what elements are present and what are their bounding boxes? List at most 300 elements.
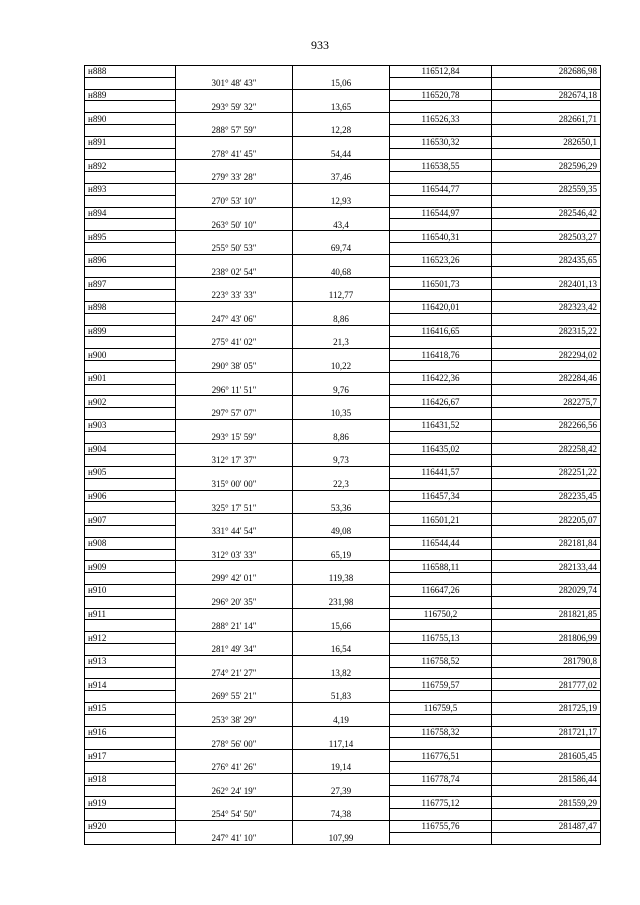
segment-distance: 10,22: [293, 360, 390, 372]
empty-cell: [390, 596, 492, 608]
y-coordinate: 281777,02: [492, 679, 601, 691]
x-coordinate: 116416,65: [390, 325, 492, 337]
empty-cell: [293, 821, 390, 833]
empty-cell: [293, 726, 390, 738]
empty-cell: [85, 219, 176, 231]
empty-cell: [293, 703, 390, 715]
segment-distance: 9,76: [293, 384, 390, 396]
point-name: н900: [85, 349, 176, 361]
empty-cell: [176, 821, 293, 833]
empty-cell: [85, 266, 176, 278]
empty-cell: [492, 290, 601, 302]
point-row: [85, 325, 601, 337]
empty-cell: [492, 266, 601, 278]
empty-cell: [492, 172, 601, 184]
empty-cell: [85, 195, 176, 207]
empty-cell: [390, 337, 492, 349]
segment-row: [85, 172, 601, 184]
point-row: [85, 750, 601, 762]
empty-cell: [85, 620, 176, 632]
empty-cell: [176, 797, 293, 809]
x-coordinate: 116530,32: [390, 136, 492, 148]
empty-cell: [293, 561, 390, 573]
x-coordinate: 116418,76: [390, 349, 492, 361]
segment-row: [85, 148, 601, 160]
y-coordinate: 282650,1: [492, 136, 601, 148]
empty-cell: [492, 809, 601, 821]
empty-cell: [85, 738, 176, 750]
segment-row: [85, 124, 601, 136]
y-coordinate: 282275,7: [492, 396, 601, 408]
segment-distance: 21,3: [293, 337, 390, 349]
point-name: н890: [85, 113, 176, 125]
point-row: [85, 655, 601, 667]
segment-row: [85, 667, 601, 679]
empty-cell: [492, 667, 601, 679]
coordinates-table: [84, 65, 601, 845]
empty-cell: [492, 549, 601, 561]
empty-cell: [293, 325, 390, 337]
empty-cell: [390, 478, 492, 490]
x-coordinate: 116526,33: [390, 113, 492, 125]
point-row: [85, 207, 601, 219]
point-name: н912: [85, 632, 176, 644]
direction-angle: 325° 17' 51": [176, 502, 293, 514]
empty-cell: [390, 549, 492, 561]
empty-cell: [492, 738, 601, 750]
direction-angle: 279° 33' 28": [176, 172, 293, 184]
point-name: н893: [85, 183, 176, 195]
point-row: [85, 396, 601, 408]
direction-angle: 223° 33' 33": [176, 290, 293, 302]
empty-cell: [492, 313, 601, 325]
direction-angle: 269° 55' 21": [176, 691, 293, 703]
empty-cell: [390, 290, 492, 302]
direction-angle: 293° 15' 59": [176, 431, 293, 443]
empty-cell: [85, 714, 176, 726]
point-row: [85, 797, 601, 809]
empty-cell: [176, 632, 293, 644]
point-name: н918: [85, 773, 176, 785]
segment-distance: 13,65: [293, 101, 390, 113]
point-name: н907: [85, 514, 176, 526]
empty-cell: [293, 585, 390, 597]
empty-cell: [176, 254, 293, 266]
empty-cell: [492, 785, 601, 797]
x-coordinate: 116750,2: [390, 608, 492, 620]
empty-cell: [176, 136, 293, 148]
direction-angle: 254° 54' 50": [176, 809, 293, 821]
direction-angle: 238° 02' 54": [176, 266, 293, 278]
empty-cell: [176, 325, 293, 337]
point-row: [85, 136, 601, 148]
point-row: [85, 537, 601, 549]
empty-cell: [176, 467, 293, 479]
direction-angle: 293° 59' 32": [176, 101, 293, 113]
segment-distance: 4,19: [293, 714, 390, 726]
empty-cell: [176, 608, 293, 620]
direction-angle: 312° 03' 33": [176, 549, 293, 561]
y-coordinate: 282029,74: [492, 585, 601, 597]
point-name: н920: [85, 821, 176, 833]
y-coordinate: 281605,45: [492, 750, 601, 762]
empty-cell: [85, 124, 176, 136]
segment-distance: 65,19: [293, 549, 390, 561]
empty-cell: [176, 349, 293, 361]
point-name: н894: [85, 207, 176, 219]
segment-distance: 9,73: [293, 455, 390, 467]
empty-cell: [293, 419, 390, 431]
x-coordinate: 116501,73: [390, 278, 492, 290]
point-row: [85, 467, 601, 479]
empty-cell: [293, 278, 390, 290]
y-coordinate: 282661,71: [492, 113, 601, 125]
direction-angle: 331° 44' 54": [176, 526, 293, 538]
segment-distance: 43,4: [293, 219, 390, 231]
y-coordinate: 282235,45: [492, 490, 601, 502]
empty-cell: [293, 490, 390, 502]
point-row: [85, 821, 601, 833]
empty-cell: [293, 797, 390, 809]
segment-row: [85, 431, 601, 443]
x-coordinate: 116755,13: [390, 632, 492, 644]
empty-cell: [176, 396, 293, 408]
y-coordinate: 281721,17: [492, 726, 601, 738]
empty-cell: [293, 89, 390, 101]
empty-cell: [176, 113, 293, 125]
point-row: [85, 419, 601, 431]
segment-distance: 112,77: [293, 290, 390, 302]
empty-cell: [85, 408, 176, 420]
direction-angle: 275° 41' 02": [176, 337, 293, 349]
empty-cell: [390, 832, 492, 844]
empty-cell: [85, 526, 176, 538]
segment-distance: 22,3: [293, 478, 390, 490]
point-row: [85, 585, 601, 597]
direction-angle: 281° 49' 34": [176, 644, 293, 656]
y-coordinate: 281806,99: [492, 632, 601, 644]
segment-row: [85, 644, 601, 656]
y-coordinate: 282686,98: [492, 66, 601, 78]
empty-cell: [492, 148, 601, 160]
x-coordinate: 116540,31: [390, 231, 492, 243]
empty-cell: [176, 443, 293, 455]
empty-cell: [390, 809, 492, 821]
y-coordinate: 282596,29: [492, 160, 601, 172]
point-name: н906: [85, 490, 176, 502]
segment-distance: 107,99: [293, 832, 390, 844]
empty-cell: [492, 455, 601, 467]
y-coordinate: 281790,8: [492, 655, 601, 667]
segment-row: [85, 832, 601, 844]
empty-cell: [293, 514, 390, 526]
direction-angle: 315° 00' 00": [176, 478, 293, 490]
segment-distance: 19,14: [293, 762, 390, 774]
segment-distance: 40,68: [293, 266, 390, 278]
empty-cell: [492, 502, 601, 514]
empty-cell: [390, 242, 492, 254]
empty-cell: [390, 620, 492, 632]
empty-cell: [390, 124, 492, 136]
segment-row: [85, 714, 601, 726]
point-row: [85, 66, 601, 78]
empty-cell: [492, 77, 601, 89]
point-row: [85, 89, 601, 101]
y-coordinate: 282284,46: [492, 372, 601, 384]
segment-row: [85, 596, 601, 608]
empty-cell: [176, 160, 293, 172]
y-coordinate: 282294,02: [492, 349, 601, 361]
y-coordinate: 281559,29: [492, 797, 601, 809]
empty-cell: [390, 384, 492, 396]
point-name: н914: [85, 679, 176, 691]
empty-cell: [492, 242, 601, 254]
x-coordinate: 116544,77: [390, 183, 492, 195]
y-coordinate: 282133,44: [492, 561, 601, 573]
x-coordinate: 116435,02: [390, 443, 492, 455]
x-coordinate: 116520,78: [390, 89, 492, 101]
x-coordinate: 116778,74: [390, 773, 492, 785]
empty-cell: [293, 66, 390, 78]
coordinates-table-body: [85, 66, 601, 845]
point-name: н917: [85, 750, 176, 762]
segment-distance: 12,28: [293, 124, 390, 136]
x-coordinate: 116755,76: [390, 821, 492, 833]
point-name: н896: [85, 254, 176, 266]
segment-distance: 54,44: [293, 148, 390, 160]
point-row: [85, 632, 601, 644]
empty-cell: [293, 231, 390, 243]
y-coordinate: 282503,27: [492, 231, 601, 243]
empty-cell: [85, 478, 176, 490]
point-name: н916: [85, 726, 176, 738]
point-row: [85, 113, 601, 125]
empty-cell: [176, 726, 293, 738]
empty-cell: [85, 667, 176, 679]
empty-cell: [176, 585, 293, 597]
empty-cell: [390, 313, 492, 325]
empty-cell: [390, 77, 492, 89]
segment-distance: 69,74: [293, 242, 390, 254]
empty-cell: [176, 372, 293, 384]
empty-cell: [85, 242, 176, 254]
empty-cell: [85, 785, 176, 797]
empty-cell: [390, 455, 492, 467]
empty-cell: [293, 632, 390, 644]
empty-cell: [176, 655, 293, 667]
segment-row: [85, 455, 601, 467]
point-name: н909: [85, 561, 176, 573]
point-row: [85, 349, 601, 361]
segment-distance: 119,38: [293, 573, 390, 585]
point-name: н895: [85, 231, 176, 243]
direction-angle: 290° 38' 05": [176, 360, 293, 372]
point-row: [85, 726, 601, 738]
point-row: [85, 254, 601, 266]
empty-cell: [293, 301, 390, 313]
empty-cell: [176, 703, 293, 715]
segment-distance: 8,86: [293, 431, 390, 443]
segment-distance: 27,39: [293, 785, 390, 797]
point-row: [85, 514, 601, 526]
point-row: [85, 679, 601, 691]
empty-cell: [85, 431, 176, 443]
direction-angle: 253° 38' 29": [176, 714, 293, 726]
x-coordinate: 116759,5: [390, 703, 492, 715]
empty-cell: [293, 773, 390, 785]
point-name: н899: [85, 325, 176, 337]
y-coordinate: 282401,13: [492, 278, 601, 290]
point-name: н891: [85, 136, 176, 148]
empty-cell: [390, 502, 492, 514]
point-name: н888: [85, 66, 176, 78]
empty-cell: [390, 408, 492, 420]
empty-cell: [176, 773, 293, 785]
point-row: [85, 372, 601, 384]
segment-distance: 53,36: [293, 502, 390, 514]
empty-cell: [293, 160, 390, 172]
x-coordinate: 116431,52: [390, 419, 492, 431]
empty-cell: [492, 478, 601, 490]
segment-row: [85, 242, 601, 254]
direction-angle: 296° 11' 51": [176, 384, 293, 396]
y-coordinate: 282205,07: [492, 514, 601, 526]
empty-cell: [492, 620, 601, 632]
empty-cell: [85, 502, 176, 514]
empty-cell: [293, 207, 390, 219]
direction-angle: 297° 57' 07": [176, 408, 293, 420]
empty-cell: [85, 691, 176, 703]
point-name: н915: [85, 703, 176, 715]
point-row: [85, 231, 601, 243]
empty-cell: [85, 101, 176, 113]
direction-angle: 296° 20' 35": [176, 596, 293, 608]
empty-cell: [293, 467, 390, 479]
point-row: [85, 183, 601, 195]
direction-angle: 278° 41' 45": [176, 148, 293, 160]
point-name: н901: [85, 372, 176, 384]
segment-row: [85, 573, 601, 585]
empty-cell: [390, 762, 492, 774]
segment-row: [85, 384, 601, 396]
empty-cell: [85, 360, 176, 372]
x-coordinate: 116759,57: [390, 679, 492, 691]
segment-row: [85, 266, 601, 278]
y-coordinate: 281821,85: [492, 608, 601, 620]
empty-cell: [176, 301, 293, 313]
y-coordinate: 282435,65: [492, 254, 601, 266]
direction-angle: 247° 43' 06": [176, 313, 293, 325]
empty-cell: [492, 714, 601, 726]
segment-distance: 74,38: [293, 809, 390, 821]
empty-cell: [293, 396, 390, 408]
y-coordinate: 282546,42: [492, 207, 601, 219]
point-row: [85, 301, 601, 313]
y-coordinate: 282266,56: [492, 419, 601, 431]
empty-cell: [390, 714, 492, 726]
empty-cell: [293, 750, 390, 762]
point-name: н911: [85, 608, 176, 620]
point-name: н889: [85, 89, 176, 101]
direction-angle: 255° 50' 53": [176, 242, 293, 254]
empty-cell: [85, 832, 176, 844]
direction-angle: 278° 56' 00": [176, 738, 293, 750]
point-name: н903: [85, 419, 176, 431]
segment-row: [85, 337, 601, 349]
segment-row: [85, 502, 601, 514]
x-coordinate: 116758,32: [390, 726, 492, 738]
y-coordinate: 281586,44: [492, 773, 601, 785]
empty-cell: [176, 231, 293, 243]
segment-row: [85, 408, 601, 420]
page-number: 933: [311, 38, 329, 52]
segment-row: [85, 620, 601, 632]
x-coordinate: 116501,21: [390, 514, 492, 526]
segment-row: [85, 785, 601, 797]
segment-row: [85, 549, 601, 561]
point-name: н913: [85, 655, 176, 667]
empty-cell: [85, 549, 176, 561]
segment-row: [85, 526, 601, 538]
empty-cell: [293, 372, 390, 384]
segment-row: [85, 77, 601, 89]
segment-distance: 15,06: [293, 77, 390, 89]
point-row: [85, 608, 601, 620]
point-row: [85, 773, 601, 785]
empty-cell: [492, 219, 601, 231]
empty-cell: [293, 349, 390, 361]
empty-cell: [176, 183, 293, 195]
x-coordinate: 116758,52: [390, 655, 492, 667]
empty-cell: [176, 537, 293, 549]
direction-angle: 299° 42' 01": [176, 573, 293, 585]
empty-cell: [176, 514, 293, 526]
point-name: н919: [85, 797, 176, 809]
segment-row: [85, 313, 601, 325]
empty-cell: [293, 537, 390, 549]
empty-cell: [176, 419, 293, 431]
empty-cell: [492, 408, 601, 420]
empty-cell: [390, 785, 492, 797]
x-coordinate: 116776,51: [390, 750, 492, 762]
empty-cell: [390, 644, 492, 656]
empty-cell: [492, 644, 601, 656]
empty-cell: [293, 113, 390, 125]
segment-row: [85, 219, 601, 231]
empty-cell: [293, 608, 390, 620]
segment-distance: 12,93: [293, 195, 390, 207]
x-coordinate: 116441,57: [390, 467, 492, 479]
point-row: [85, 561, 601, 573]
empty-cell: [85, 313, 176, 325]
point-name: н897: [85, 278, 176, 290]
x-coordinate: 116457,34: [390, 490, 492, 502]
empty-cell: [492, 832, 601, 844]
empty-cell: [293, 443, 390, 455]
direction-angle: 276° 41' 26": [176, 762, 293, 774]
empty-cell: [390, 573, 492, 585]
point-name: н904: [85, 443, 176, 455]
y-coordinate: 282323,42: [492, 301, 601, 313]
x-coordinate: 116775,12: [390, 797, 492, 809]
segment-distance: 8,86: [293, 313, 390, 325]
empty-cell: [492, 195, 601, 207]
empty-cell: [390, 360, 492, 372]
empty-cell: [85, 809, 176, 821]
empty-cell: [390, 219, 492, 231]
empty-cell: [492, 596, 601, 608]
empty-cell: [176, 561, 293, 573]
